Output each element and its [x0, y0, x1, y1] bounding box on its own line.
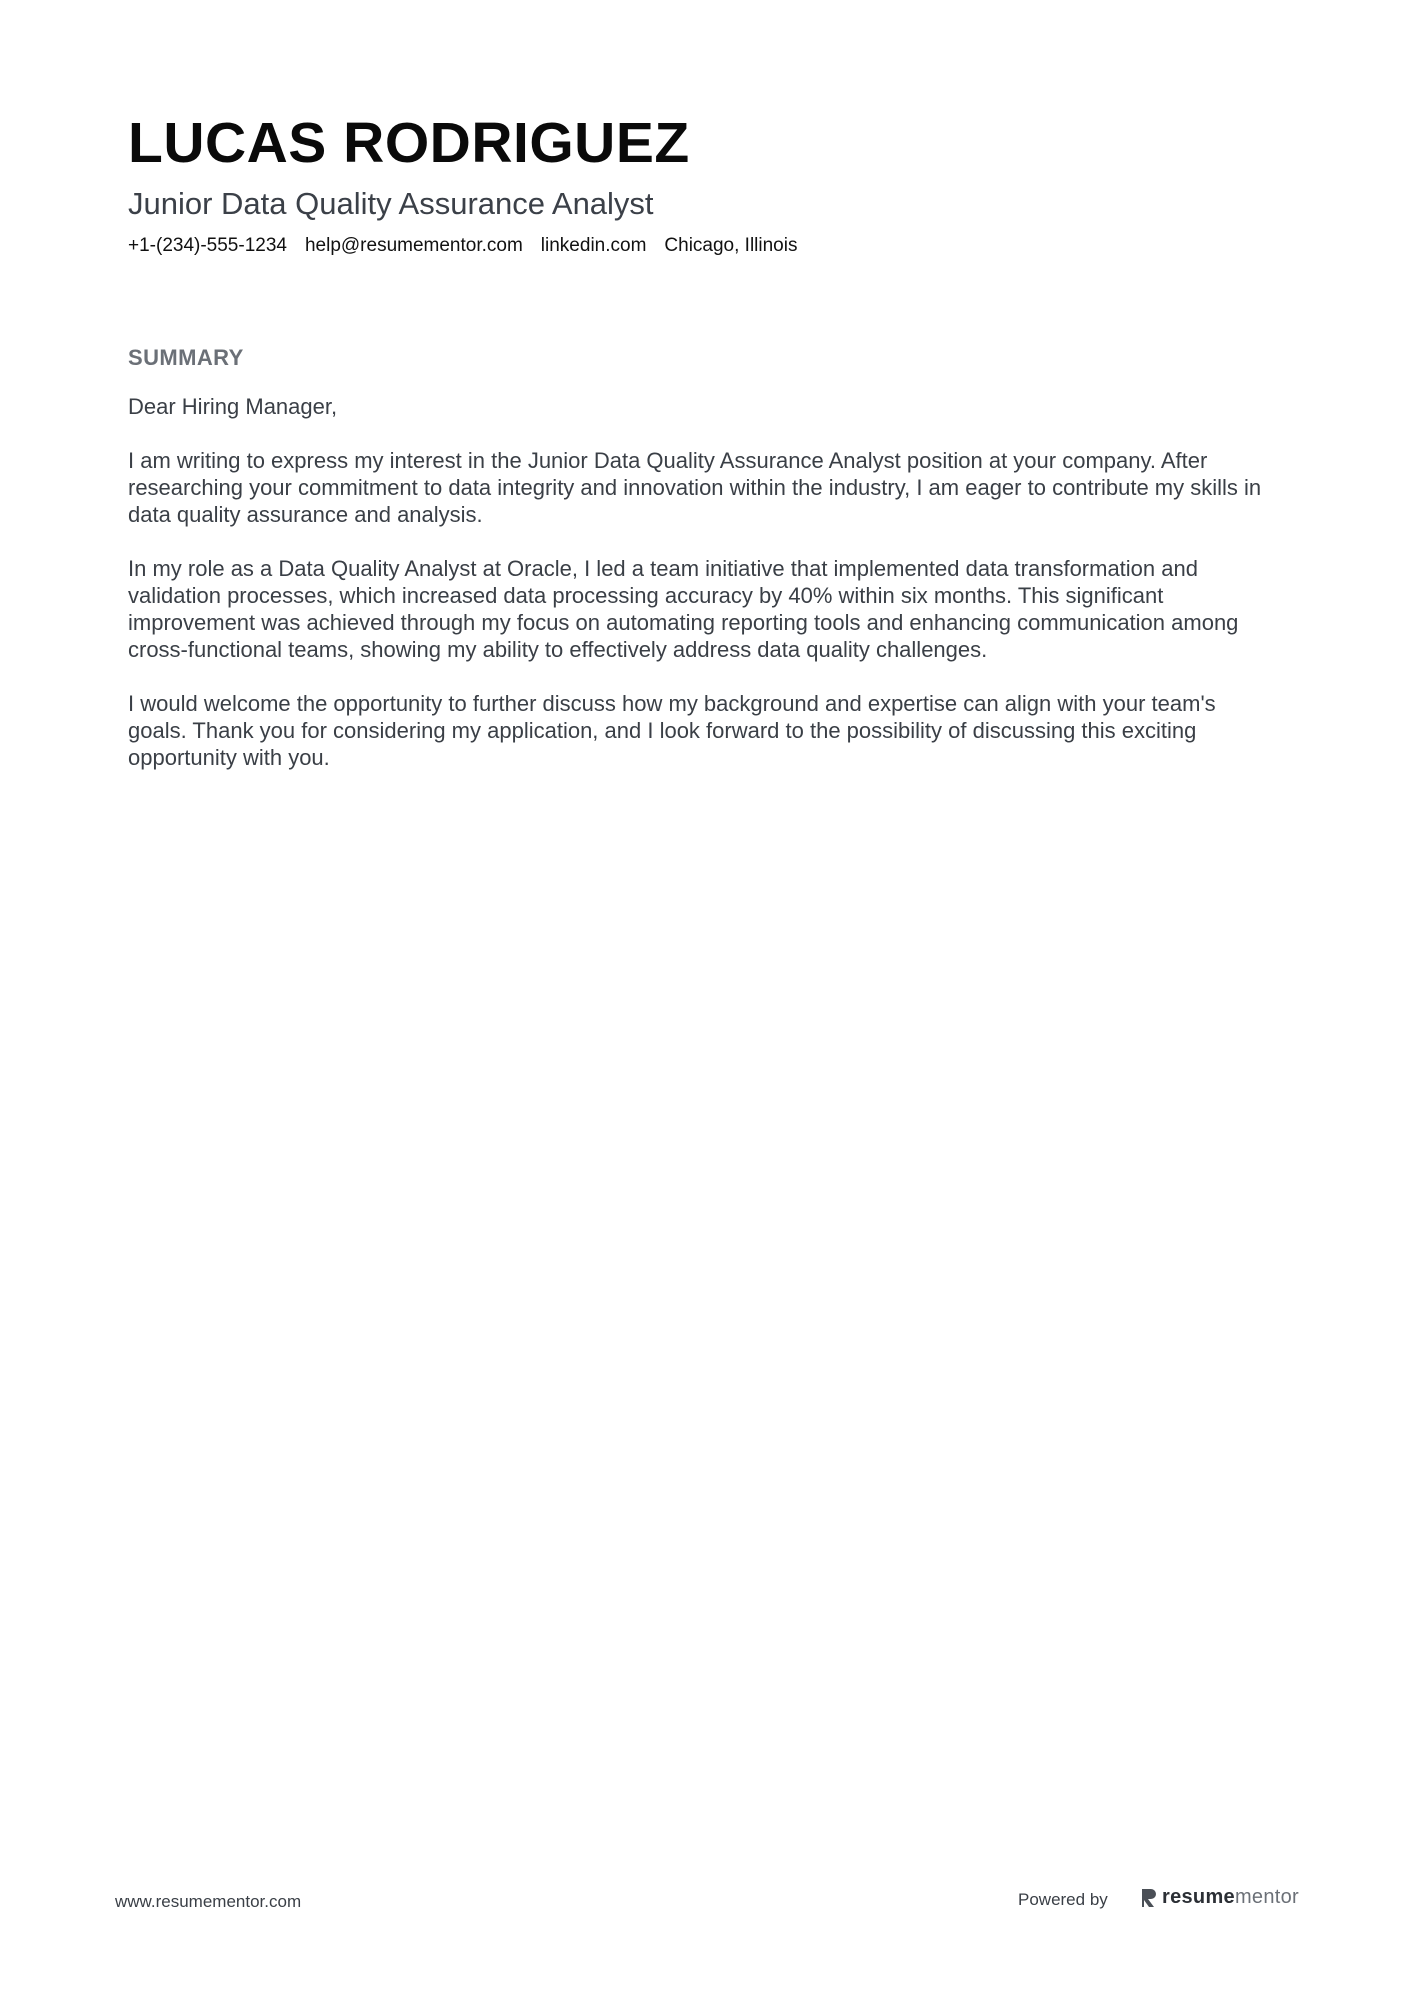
brand-logo[interactable]	[1140, 1886, 1299, 1909]
summary-section	[128, 343, 1268, 798]
summary-paragraph: I am writing to express my interest in the Junior Data Quality Assurance Analyst position at your company. After researching your commitment to data integrity and innovation within the industry, I am eager to contribute my skills in data quality assurance and analysis.	[128, 448, 1262, 527]
linkedin-link[interactable]: linkedin.com	[540, 235, 647, 256]
resumementor-logo-icon	[1140, 1887, 1158, 1909]
brand-name	[1162, 1886, 1299, 1909]
phone-number: +1-(234)-555-1234	[128, 235, 287, 256]
contact-info	[128, 234, 1288, 258]
footer-website-link[interactable]: www.resumementor.com	[115, 1892, 302, 1911]
powered-by-label: Powered by	[1018, 1890, 1108, 1909]
footer	[0, 1880, 1410, 1920]
location: Chicago, Illinois	[664, 235, 798, 256]
candidate-name: LUCAS RODRIGUEZ	[128, 111, 690, 175]
brand-name-bold: resume	[1162, 1886, 1235, 1908]
header	[128, 108, 1288, 258]
summary-paragraph: I would welcome the opportunity to further discuss how my background and expertise can align with your team's goals. Thank you for considering my application, and I look forward to the possibility of discussing this exciting opportunity with you.	[128, 691, 1216, 770]
brand-name-light: mentor	[1234, 1886, 1299, 1908]
email-address[interactable]: help@resumementor.com	[304, 235, 523, 256]
salutation: Dear Hiring Manager,	[128, 394, 338, 419]
summary-heading: SUMMARY	[128, 345, 244, 370]
summary-paragraph: In my role as a Data Quality Analyst at Oracle, I led a team initiative that implemented data transformation and validation processes, which increased data processing accuracy by 40% within six months. This significant improvement was achieved through my focus on automating reporting tools and enhancing communication among cross-functional teams, showing my ability to effectively address data quality challenges.	[128, 556, 1239, 662]
job-title: Junior Data Quality Assurance Analyst	[128, 186, 654, 221]
